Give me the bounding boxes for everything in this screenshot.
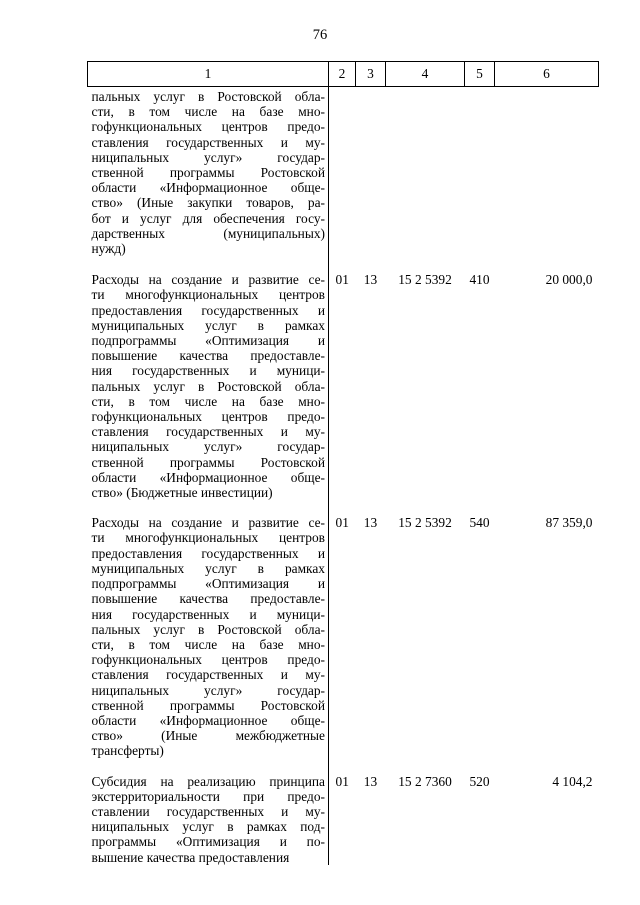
description-line: муниципальных услуг в рамках — [91, 560, 325, 576]
description-line: муниципальных услуг в рамках — [91, 317, 325, 333]
expense-type-code: 520 — [469, 773, 490, 789]
description-line: ния государственных и муници- — [91, 606, 325, 622]
description-line: сти, в том числе на базе мно- — [91, 104, 325, 120]
row-description — [88, 515, 329, 773]
amount-value — [495, 87, 599, 273]
row-description — [88, 87, 329, 273]
description-line: пальных услуг в Ростовской обла- — [91, 89, 325, 104]
section-code — [329, 87, 356, 273]
description-line: области «Информационное обще- — [91, 712, 325, 728]
subsection-code: 13 — [363, 773, 378, 789]
description-line: ственной программы Ростовской — [91, 454, 325, 470]
description-line: ти многофункциональных центров — [91, 530, 325, 546]
description-line: гофункциональных центров предо- — [91, 652, 325, 668]
table-row — [88, 87, 599, 273]
expense-type-code: 540 — [469, 515, 490, 531]
description-line: бот и услуг для обеспечения госу- — [91, 210, 325, 226]
description-line: вышение качества предоставления — [91, 849, 290, 865]
table-body — [88, 87, 599, 865]
description-line: ти многофункциональных центров — [91, 287, 325, 303]
description-line: ставления государственных и му- — [91, 667, 325, 683]
header-col-2: 2 — [329, 62, 356, 87]
description-line: области «Информационное обще- — [91, 180, 325, 196]
description-line: ния государственных и муници- — [91, 363, 325, 379]
description-line: трансферты) — [91, 743, 164, 759]
description-line: ниципальных услуг в рамках под- — [91, 819, 325, 835]
page-number: 76 — [312, 27, 328, 43]
description-line: повышение качества предоставле- — [91, 591, 325, 607]
table-row — [88, 515, 599, 773]
expense-type-code — [465, 87, 495, 273]
description-line: ниципальных услуг» государ- — [91, 149, 325, 165]
description-line: программы «Оптимизация и по- — [91, 834, 325, 850]
description-line: сти, в том числе на базе мно- — [91, 636, 325, 652]
row-description — [88, 774, 329, 865]
amount-value: 20 000,0 — [545, 272, 593, 288]
section-code: 01 — [335, 773, 349, 789]
header-col-5: 5 — [465, 62, 495, 87]
description-line: ставления государственных и му- — [91, 134, 325, 150]
description-line: Расходы на создание и развитие се- — [91, 515, 325, 531]
description-line: ниципальных услуг» государ- — [91, 439, 325, 455]
target-article-code: 15 2 5392 — [398, 515, 452, 531]
target-article-code: 15 2 7360 — [398, 773, 452, 789]
description-line: Субсидия на реализацию принципа — [91, 773, 325, 789]
description-line: ство» (Иные закупки товаров, ра- — [91, 195, 325, 211]
description-line: экстерриториальности при предо- — [91, 788, 325, 804]
row-description — [88, 272, 329, 515]
description-line: предоставления государственных и — [91, 545, 325, 561]
description-line: подпрограммы «Оптимизация и — [91, 333, 325, 349]
description-line: пальных услуг в Ростовской обла- — [91, 621, 325, 637]
description-line: дарственных (муниципальных) — [91, 225, 325, 241]
subsection-code: 13 — [363, 515, 378, 531]
description-line: ственной программы Ростовской — [91, 697, 325, 713]
target-article-code: 15 2 5392 — [398, 272, 452, 288]
section-code: 01 — [335, 515, 349, 531]
table-row — [88, 272, 599, 515]
description-line: нужд) — [91, 241, 126, 257]
target-article-code — [386, 87, 465, 273]
description-line: пальных услуг в Ростовской обла- — [91, 378, 325, 394]
amount-value: 87 359,0 — [545, 515, 593, 531]
subsection-code — [356, 87, 386, 273]
amount-value: 4 104,2 — [552, 773, 593, 789]
header-col-4: 4 — [386, 62, 465, 87]
description-line: ственной программы Ростовской — [91, 165, 325, 181]
description-line: гофункциональных центров предо- — [91, 409, 325, 425]
description-line: предоставления государственных и — [91, 302, 325, 318]
description-line: ставлении государственных и му- — [91, 803, 325, 819]
section-code: 01 — [335, 272, 349, 288]
subsection-code: 13 — [363, 272, 378, 288]
header-col-3: 3 — [356, 62, 386, 87]
description-line: ниципальных услуг» государ- — [91, 682, 325, 698]
expense-type-code: 410 — [469, 272, 490, 288]
description-line: повышение качества предоставле- — [91, 348, 325, 364]
description-line: ставления государственных и му- — [91, 424, 325, 440]
header-col-6: 6 — [495, 62, 599, 87]
description-line: Расходы на создание и развитие се- — [91, 272, 325, 288]
header-col-1: 1 — [88, 62, 329, 87]
description-line: сти, в том числе на базе мно- — [91, 393, 325, 409]
description-line: ство» (Бюджетные инвестиции) — [91, 485, 273, 501]
description-line: области «Информационное обще- — [91, 469, 325, 485]
description-line: гофункциональных центров предо- — [91, 119, 325, 135]
description-line: подпрограммы «Оптимизация и — [91, 576, 325, 592]
table-row — [88, 774, 599, 865]
description-line: ство» (Иные межбюджетные — [91, 728, 325, 744]
table-header-row — [88, 62, 599, 87]
budget-table — [87, 61, 599, 865]
